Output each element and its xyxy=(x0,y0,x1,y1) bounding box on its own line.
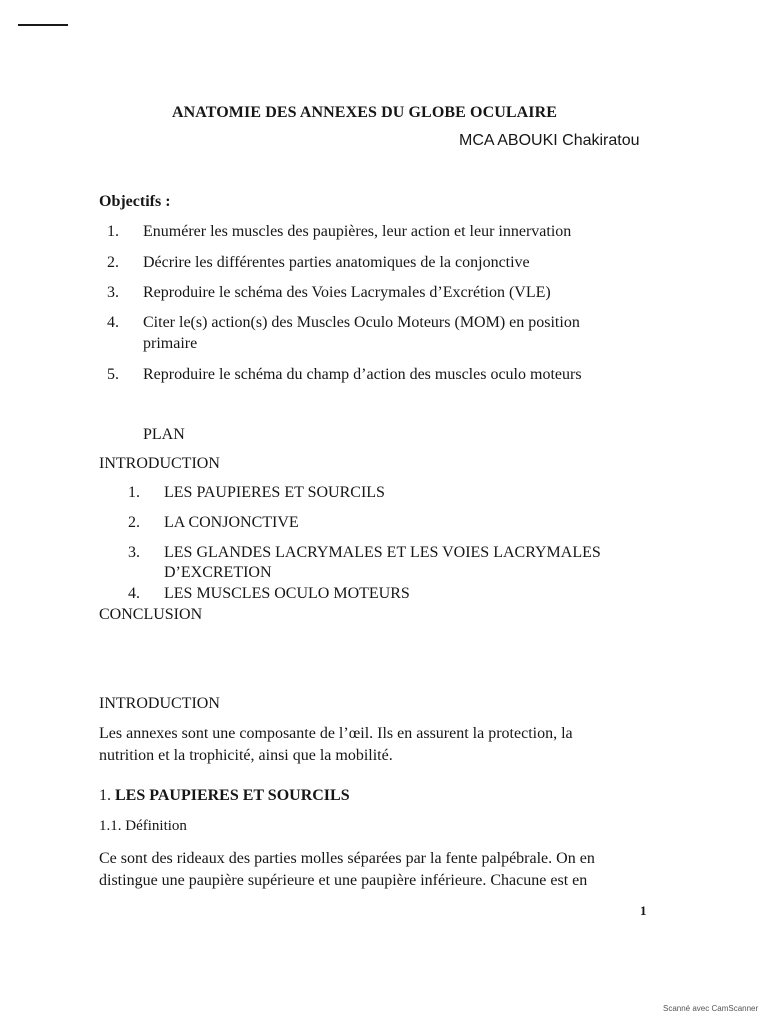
plan-number: 4. xyxy=(128,585,140,602)
document-title: ANATOMIE DES ANNEXES DU GLOBE OCULAIRE xyxy=(172,104,558,121)
section-1-heading xyxy=(99,787,350,805)
scan-mark xyxy=(18,24,68,26)
scanner-credit: Scanné avec CamScanner xyxy=(663,1004,759,1013)
plan-introduction: INTRODUCTION xyxy=(99,455,220,472)
plan-text: LES MUSCLES OCULO MOTEURS xyxy=(164,585,410,602)
objective-text: Enumérer les muscles des paupières, leur action et leur innervation xyxy=(143,223,572,240)
plan-text: LES PAUPIERES ET SOURCILS xyxy=(164,484,385,501)
objective-text: Reproduire le schéma du champ d’action des muscles oculo moteurs xyxy=(143,366,582,383)
objective-number: 2. xyxy=(107,254,119,271)
plan-number: 1. xyxy=(128,484,140,501)
objective-number: 4. xyxy=(107,314,119,331)
objective-number: 5. xyxy=(107,366,119,383)
plan-number: 2. xyxy=(128,514,140,531)
plan-heading: PLAN xyxy=(143,426,185,443)
section-1-title: LES PAUPIERES ET SOURCILS xyxy=(115,787,350,804)
definition-paragraph: Ce sont des rideaux des parties molles séparées par la fente palpébrale. On en distingue une paupière supérieure et une paupière inférieure. Chacune est en xyxy=(99,850,595,889)
plan-text-continued: D’EXCRETION xyxy=(164,564,272,581)
subsection-1-1-heading: 1.1. Définition xyxy=(99,818,187,834)
introduction-heading: INTRODUCTION xyxy=(99,695,220,712)
plan-text: LES GLANDES LACRYMALES ET LES VOIES LACRYMALES xyxy=(164,544,601,561)
objective-number: 3. xyxy=(107,284,119,301)
objective-text: Décrire les différentes parties anatomiques de la conjonctive xyxy=(143,254,530,271)
objective-text: Citer le(s) action(s) des Muscles Oculo Moteurs (MOM) en position xyxy=(143,314,580,331)
objective-text-continued: primaire xyxy=(143,335,198,352)
plan-number: 3. xyxy=(128,544,140,561)
plan-conclusion: CONCLUSION xyxy=(99,606,203,623)
plan-text: LA CONJONCTIVE xyxy=(164,514,299,531)
introduction-paragraph: Les annexes sont une composante de l’œil. Ils en assurent la protection, la nutrition et la trophicité, ainsi que la mobilité. xyxy=(99,725,573,764)
objectives-heading: Objectifs : xyxy=(99,193,171,210)
objective-number: 1. xyxy=(107,223,119,240)
section-1-number: 1. xyxy=(99,787,111,804)
page-number: 1 xyxy=(640,903,647,918)
document-author: MCA ABOUKI Chakiratou xyxy=(459,132,640,149)
objective-text: Reproduire le schéma des Voies Lacrymales d’Excrétion (VLE) xyxy=(143,284,551,301)
